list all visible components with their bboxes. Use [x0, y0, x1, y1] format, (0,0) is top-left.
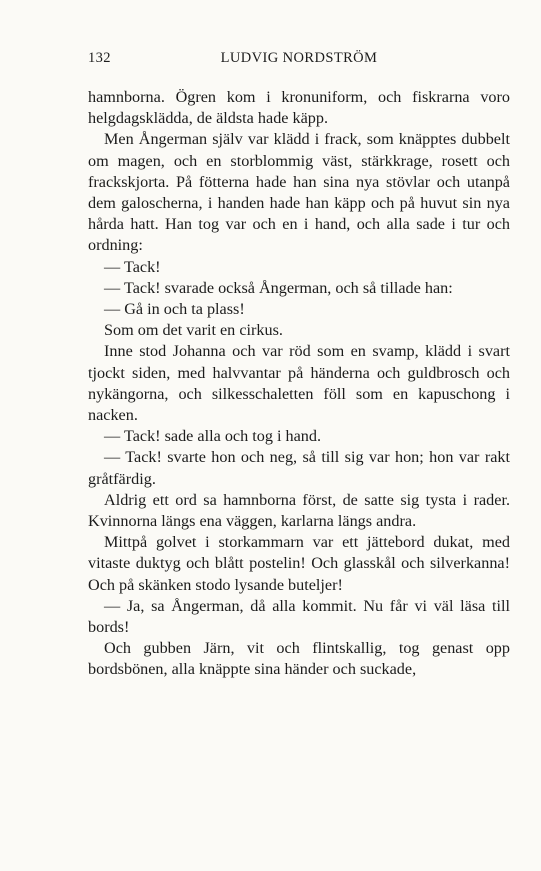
running-head: LUDVIG NORDSTRÖM	[220, 50, 378, 66]
paragraph: Aldrig ett ord sa hamnborna först, de satte sig tysta i rader. Kvinnorna längs ena väggen, karlarna längs andra.	[88, 490, 510, 531]
page-header	[88, 50, 510, 80]
dialogue-line: — Tack! sade alla och tog i hand.	[104, 427, 322, 446]
paragraph: Inne stod Johanna och var röd som en svamp, klädd i svart tjockt siden, med halvvantar på händerna och guldbrosch och nykängorna, och silkesschaletten föll som en kapuschong i nacken.	[88, 342, 510, 425]
paragraph: hamnborna. Ögren kom i kronuniform, och fiskrarna voro helgdagsklädda, de äldsta hade käpp.	[88, 88, 510, 128]
dialogue-line: — Gå in och ta plass!	[104, 300, 245, 319]
paragraph: Och gubben Järn, vit och flintskallig, tog genast opp bordsbönen, alla knäppte sina händer och suckade,	[88, 639, 510, 679]
dialogue-line: — Tack!	[104, 257, 161, 276]
paragraph: Som om det varit en cirkus.	[104, 321, 283, 340]
dialogue-line: — Tack! svarte hon och neg, så till sig var hon; hon var rakt gråtfärdig.	[88, 448, 510, 488]
dialogue-line: — Tack! svarade också Ångerman, och så tillade han:	[104, 278, 453, 297]
paragraph: Men Ångerman själv var klädd i frack, som knäpptes dubbelt om magen, och en storblommig väst, stärkkrage, rosett och frackskjorta. På fötterna hade han sina nya stövlar och utanpå dem galoscherna, i handen hade han käpp och på huvut sin nya hårda hatt. Han tog var och en i hand, och alla sade i tur och ordning:	[88, 130, 510, 255]
dialogue-line: — Ja, sa Ångerman, då alla kommit. Nu får vi väl läsa till bords!	[88, 596, 510, 637]
book-page	[88, 50, 510, 679]
body-text	[88, 87, 510, 681]
page-number: 132	[88, 50, 111, 66]
paragraph: Mittpå golvet i storkammarn var ett jättebord dukat, med vitaste duktyg och blått postelin! Och glasskål och silverkanna! Och på skänken stodo lysande buteljer!	[88, 533, 510, 594]
